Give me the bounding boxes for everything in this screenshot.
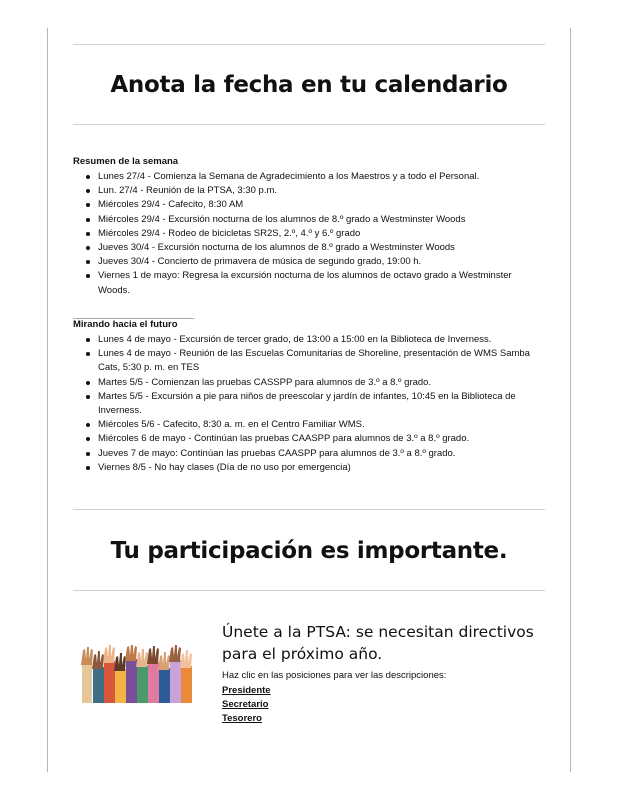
list-item: Lunes 4 de mayo - Reunión de las Escuelas Comunitarias de Shoreline, presentación de WMS Samba Cats, 5:30 p. m. en TES bbox=[98, 347, 543, 375]
calendar-heading: Anota la fecha en tu calendario bbox=[110, 72, 508, 98]
right-border bbox=[570, 28, 571, 772]
section-separator bbox=[73, 509, 545, 510]
text-divider: ______________________________ bbox=[73, 310, 194, 320]
list-item: Lun. 27/4 - Reunión de la PTSA, 3:30 p.m. bbox=[98, 184, 543, 198]
list-item: Miércoles 29/4 - Excursión nocturna de los alumnos de 8.º grado a Westminster Woods bbox=[98, 213, 543, 227]
raised-hands-illustration bbox=[80, 645, 200, 703]
list-item: Miércoles 29/4 - Cafecito, 8:30 AM bbox=[98, 198, 543, 212]
list-item: Viernes 1 de mayo: Regresa la excursión nocturna de los alumnos de octavo grado a Westminster Woods. bbox=[98, 269, 543, 297]
left-border bbox=[47, 28, 48, 772]
secretary-link[interactable]: Secretario bbox=[222, 699, 269, 710]
heading-separator bbox=[73, 124, 545, 125]
list-item: Martes 5/5 - Comienzan las pruebas CASSPP para alumnos de 3.º a 8.º grado. bbox=[98, 376, 543, 390]
ptsa-description: Haz clic en las posiciones para ver las descripciones: bbox=[222, 670, 447, 681]
president-link[interactable]: Presidente bbox=[222, 685, 271, 696]
list-item: Miércoles 29/4 - Rodeo de bicicletas SR2S, 2.º, 4.º y 6.º grado bbox=[98, 227, 543, 241]
participation-separator bbox=[73, 590, 545, 591]
list-item: Miércoles 5/6 - Cafecito, 8:30 a. m. en el Centro Familiar WMS. bbox=[98, 418, 543, 432]
list-item: Miércoles 6 de mayo - Continúan las pruebas CAASPP para alumnos de 3.º a 8.º grado. bbox=[98, 432, 543, 446]
list-item: Jueves 30/4 - Concierto de primavera de música de segundo grado, 19:00 h. bbox=[98, 255, 543, 269]
participation-heading: Tu participación es importante. bbox=[110, 538, 508, 564]
ptsa-positions-links bbox=[222, 684, 271, 726]
top-separator bbox=[73, 44, 545, 45]
list-item: Lunes 27/4 - Comienza la Semana de Agradecimiento a los Maestros y a todo el Personal. bbox=[98, 170, 543, 184]
week-events-list bbox=[73, 170, 543, 298]
week-summary-title: Resumen de la semana bbox=[73, 156, 179, 167]
treasurer-link[interactable]: Tesorero bbox=[222, 713, 262, 724]
list-item: Jueves 7 de mayo: Continúan las pruebas CAASPP para alumnos de 3.º a 8.º grado. bbox=[98, 447, 543, 461]
list-item: Jueves 30/4 - Excursión nocturna de los alumnos de 8.º grado a Westminster Woods bbox=[98, 241, 543, 255]
ptsa-heading: Únete a la PTSA: se necesitan directivos para el próximo año. bbox=[222, 623, 534, 663]
list-item: Viernes 8/5 - No hay clases (Día de no uso por emergencia) bbox=[98, 461, 543, 475]
list-item: Martes 5/5 - Excursión a pie para niños de preescolar y jardín de infantes, 10:45 en la Biblioteca de Inverness. bbox=[98, 390, 543, 418]
future-events-list bbox=[73, 333, 543, 475]
list-item: Lunes 4 de mayo - Excursión de tercer grado, de 13:00 a 15:00 en la Biblioteca de Inverness. bbox=[98, 333, 543, 347]
looking-ahead-title: Mirando hacia el futuro bbox=[73, 319, 178, 330]
